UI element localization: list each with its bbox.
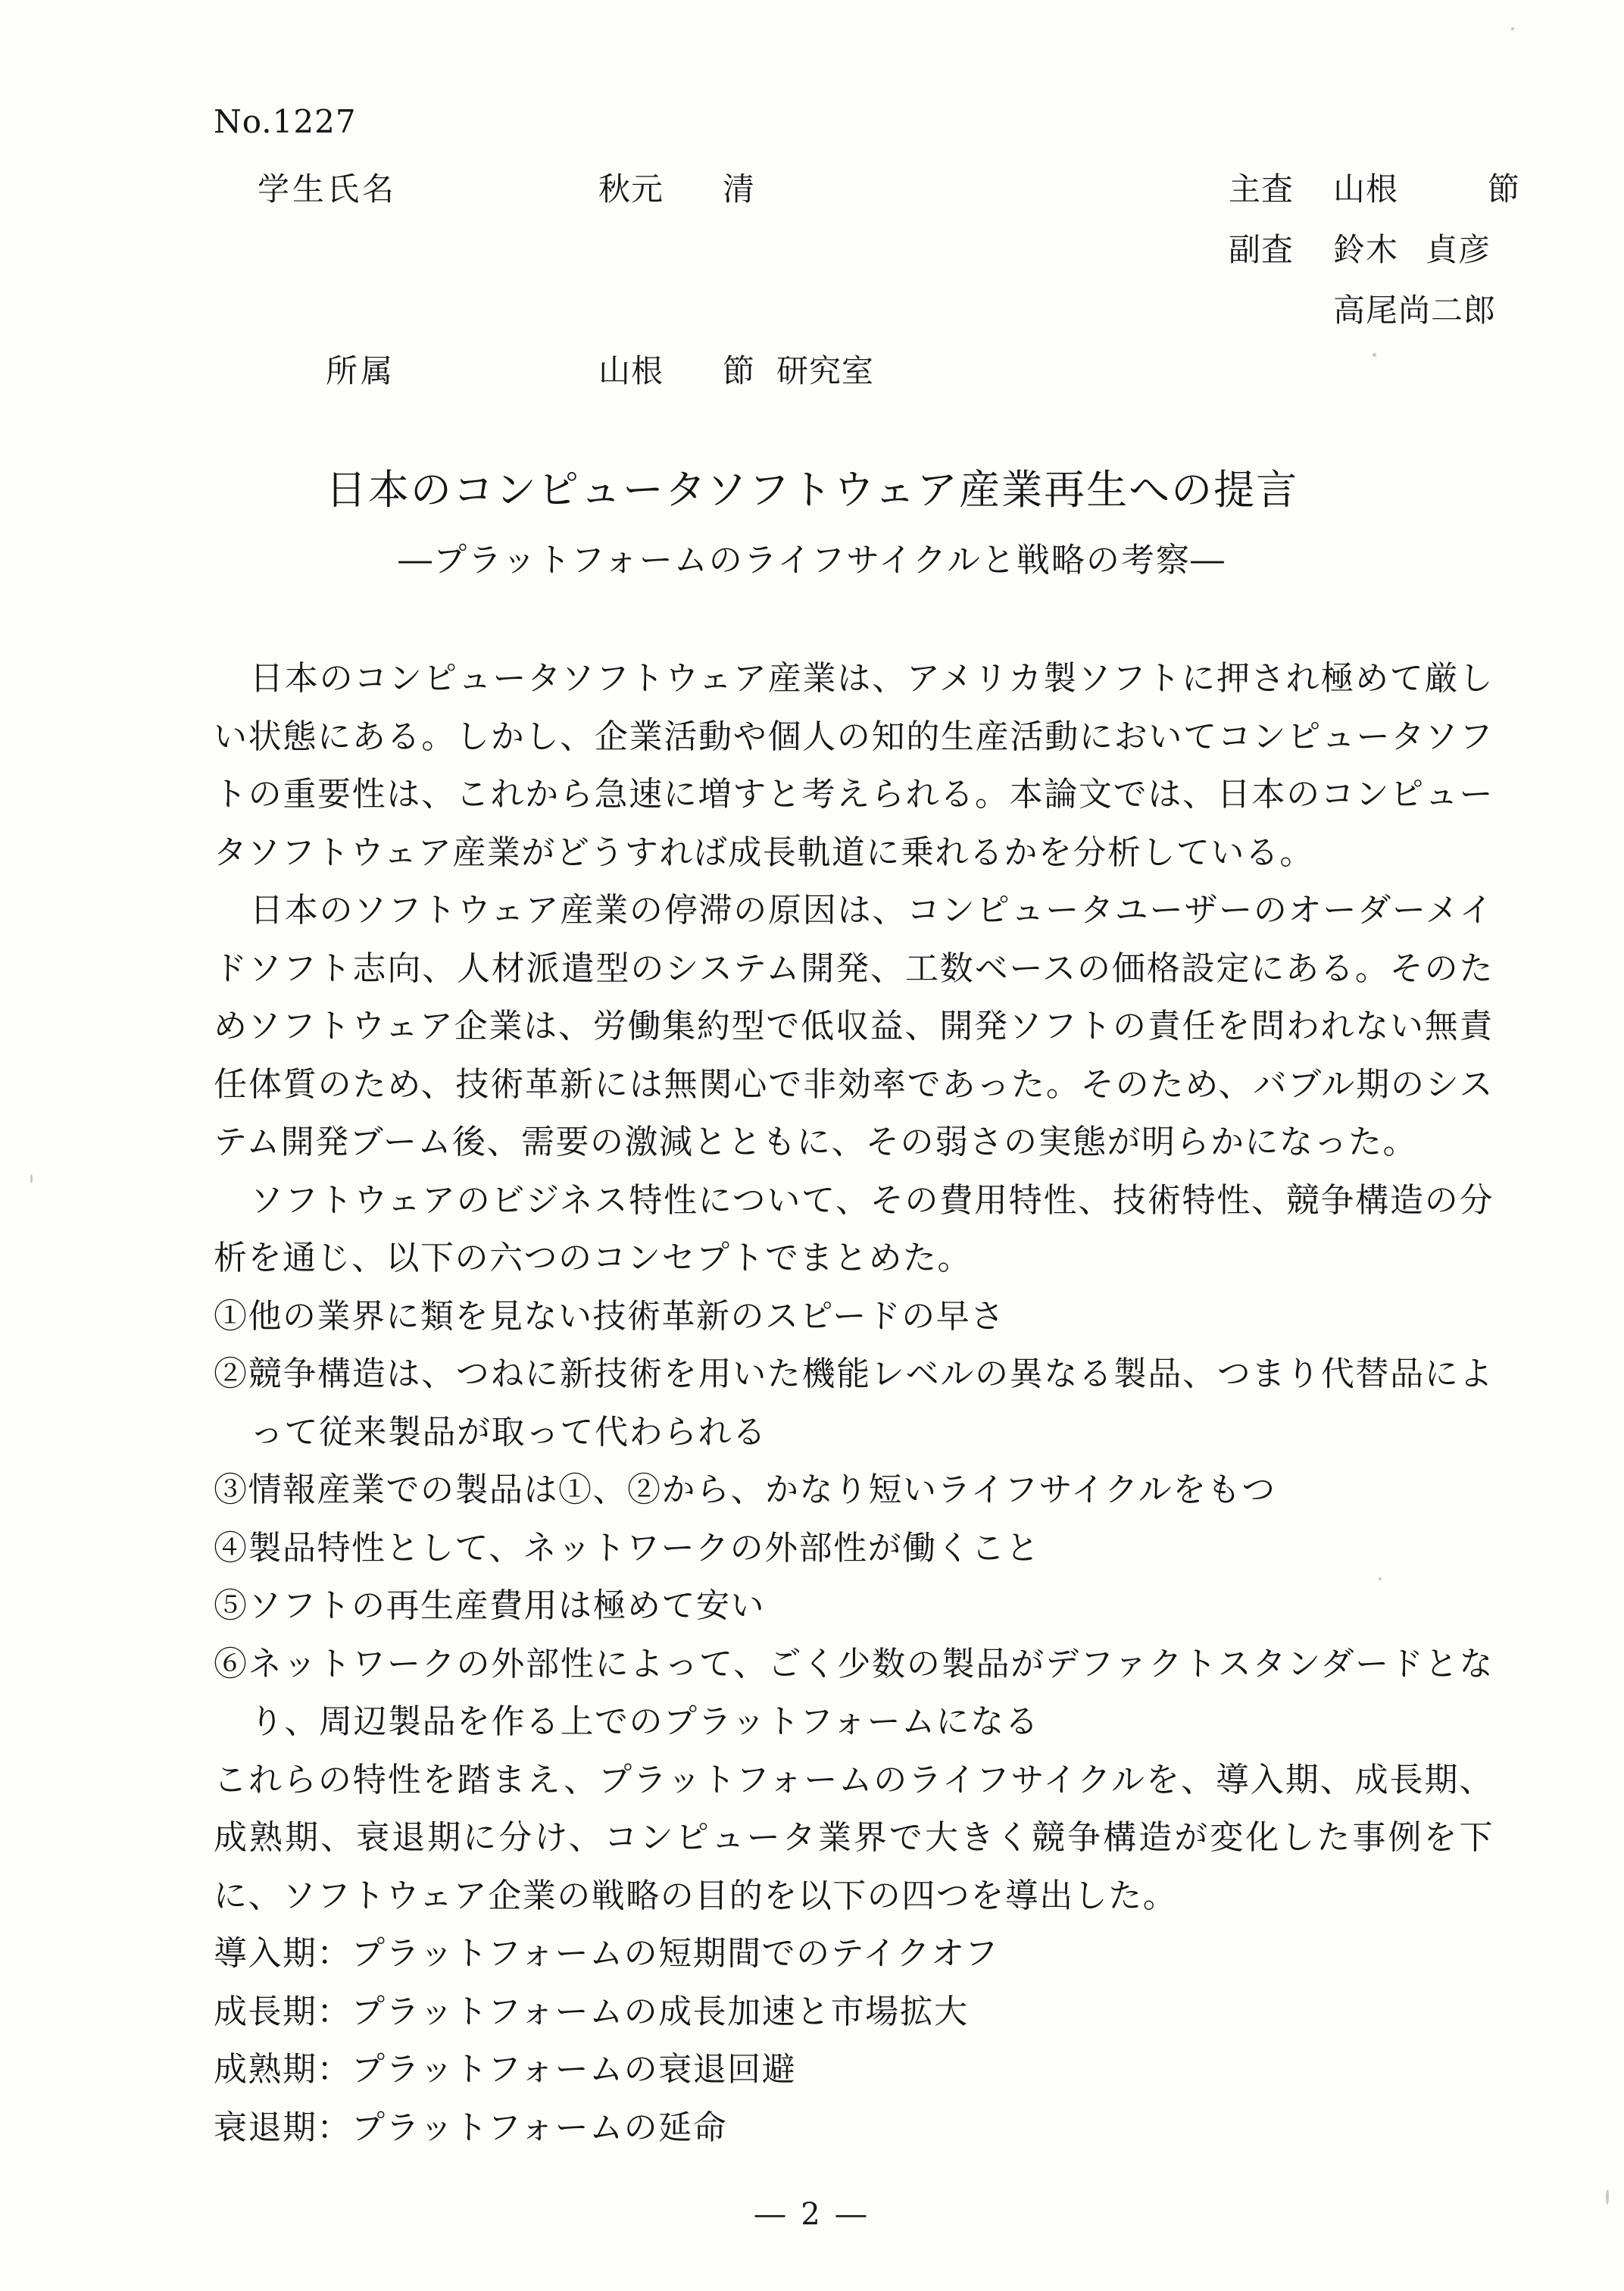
thesis-subtitle: ―プラットフォームのライフサイクルと戦略の考察― bbox=[398, 541, 1226, 580]
vice-1-given-name: 貞彦 bbox=[1426, 231, 1491, 268]
scan-speck bbox=[1373, 353, 1376, 357]
affiliation-given-name: 節 bbox=[723, 352, 756, 389]
affiliation-label: 所属 bbox=[326, 352, 396, 389]
affiliation-value bbox=[598, 350, 874, 392]
concept-item-2: ②競争構造は、つねに新技術を用いた機能レベルの異なる製品、つまり代替品によって従来製品が取って代わられる bbox=[214, 1355, 1494, 1452]
scan-speck bbox=[1606, 2189, 1609, 2205]
page-number: ― 2 ― bbox=[754, 2197, 870, 2232]
vice-examiner-label: 副査 bbox=[1229, 231, 1295, 268]
scan-speck bbox=[30, 1174, 33, 1183]
vice-examiner-name-2: 高尾尚二郎 bbox=[1333, 292, 1497, 329]
abstract-body bbox=[214, 650, 1494, 2157]
affiliation-family-name: 山根 bbox=[598, 352, 664, 389]
phase-item-decline: 衰退期：プラットフォームの延命 bbox=[214, 2108, 728, 2147]
vice-1-family-name: 鈴木 bbox=[1333, 231, 1399, 268]
affiliation-lab: 研究室 bbox=[776, 352, 875, 389]
concept-item-1: ①他の業界に類を見ない技術革新のスピードの早さ bbox=[214, 1296, 1005, 1336]
concept-item-3: ③情報産業での製品は①、②から、かなり短いライフサイクルをもつ bbox=[214, 1471, 1276, 1509]
scan-speck bbox=[1379, 1577, 1382, 1580]
paragraph-4: これらの特性を踏まえ、プラットフォームのライフサイクルを、導入期、成長期、成熟期、衰退期に分け、コンピュータ業界で大きく競争構造が変化した事例を下に、ソフトウェア企業の戦略の目的を以下の四つを導出した。 bbox=[214, 1760, 1494, 1915]
scan-speck bbox=[1511, 27, 1514, 30]
student-name bbox=[598, 168, 755, 211]
paragraph-2: 日本のソフトウェア産業の停滞の原因は、コンピュータユーザーのオーダーメイドソフト志向、人材派遣型のシステム開発、工数ベースの価格設定にある。そのためソフトウェア企業は、労働集約型で低収益、開発ソフトの責任を問われない無責任体質のため、技術革新には無関心で非効率であった。そのため、バブル期のシステム開発ブーム後、需要の激減とともに、その弱さの実態が明らかになった。 bbox=[214, 891, 1494, 1161]
phase-item-maturity: 成熟期：プラットフォームの衰退回避 bbox=[214, 2050, 797, 2089]
chief-family-name: 山根 bbox=[1333, 170, 1399, 208]
chief-given-name: 節 bbox=[1488, 170, 1521, 208]
chief-examiner-name bbox=[1333, 168, 1520, 211]
concept-item-4: ④製品特性として、ネットワークの外部性が働くこと bbox=[214, 1528, 1041, 1567]
concept-item-5: ⑤ソフトの再生産費用は極めて安い bbox=[214, 1586, 765, 1625]
phase-item-introduction: 導入期：プラットフォームの短期間でのテイクオフ bbox=[214, 1934, 999, 1973]
phase-item-growth: 成長期：プラットフォームの成長加速と市場拡大 bbox=[214, 1992, 969, 2031]
thesis-title: 日本のコンピュータソフトウェア産業再生への提言 bbox=[325, 466, 1299, 514]
student-name-label: 学生氏名 bbox=[258, 170, 398, 208]
paragraph-1: 日本のコンピュータソフトウェア産業は、アメリカ製ソフトに押され極めて厳しい状態にある。しかし、企業活動や個人の知的生産活動においてコンピュータソフトの重要性は、これから急速に増すと考えられる。本論文では、日本のコンピュータソフトウェア産業がどうすれば成長軌道に乗れるかを分析している。 bbox=[214, 659, 1494, 872]
vice-examiner-name-1 bbox=[1333, 229, 1491, 271]
student-given-name: 清 bbox=[723, 170, 756, 208]
chief-examiner-label: 主査 bbox=[1229, 170, 1295, 208]
student-family-name: 秋元 bbox=[598, 170, 664, 208]
concept-item-6: ⑥ネットワークの外部性によって、ごく少数の製品がデファクトスタンダードとなり、周辺製品を作る上でのプラットフォームになる bbox=[214, 1644, 1494, 1741]
paragraph-3: ソフトウェアのビジネス特性について、その費用特性、技術特性、競争構造の分析を通じ、以下の六つのコンセプトでまとめた。 bbox=[214, 1180, 1494, 1277]
document-number: No.1227 bbox=[214, 103, 357, 140]
